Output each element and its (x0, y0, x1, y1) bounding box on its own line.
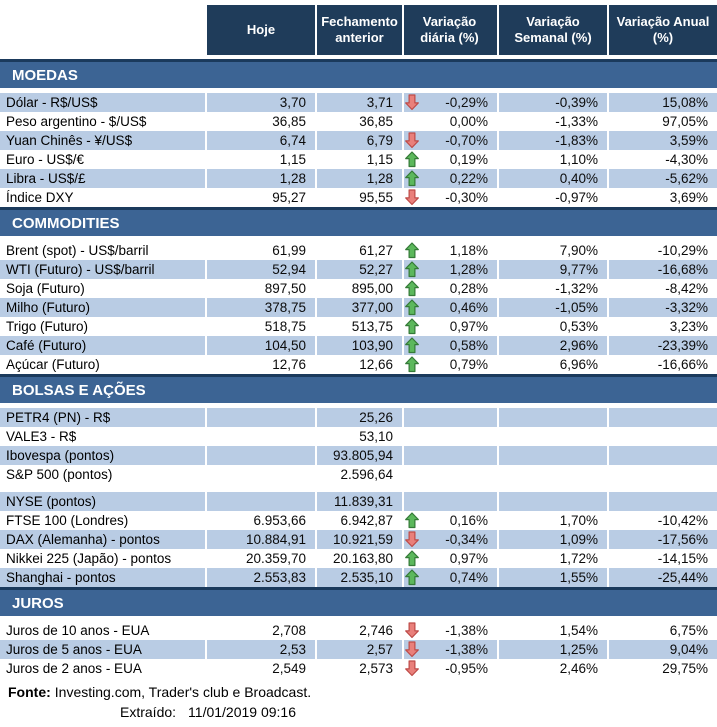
variacao-diaria-value: 0,16% (449, 513, 488, 528)
cell-variacao-anual (607, 408, 717, 427)
cell-label: Trigo (Futuro) (6, 319, 89, 334)
table-row (0, 408, 717, 427)
table-row (0, 317, 717, 336)
table-row (0, 492, 717, 511)
cell-label: Yuan Chinês - ¥/US$ (0, 131, 205, 150)
source-label: Fonte: (8, 683, 51, 700)
table-row (0, 355, 717, 374)
cell-variacao-anual (607, 446, 717, 465)
cell-variacao-diaria (402, 150, 497, 169)
cell-label: S&P 500 (pontos) (6, 467, 113, 482)
cell-fechamento-anterior: 53,10 (315, 427, 402, 446)
cell-label: Peso argentino - $/US$ (6, 114, 147, 129)
down-arrow-icon (405, 531, 419, 548)
up-arrow-icon (405, 299, 419, 316)
table-row (0, 568, 717, 587)
cell-variacao-semanal: 7,90% (497, 241, 607, 260)
cell-variacao-anual: 3,69% (607, 188, 717, 207)
cell-variacao-anual: -3,32% (607, 298, 717, 317)
cell-variacao-semanal: 2,46% (497, 659, 607, 678)
cell-hoje: 20.359,70 (205, 549, 315, 568)
cell-fechamento-anterior: 2.596,64 (315, 465, 402, 484)
cell-fechamento-anterior: 377,00 (315, 298, 402, 317)
variacao-diaria-value: 0,28% (449, 281, 488, 296)
footer (0, 681, 717, 722)
cell-variacao-anual: -5,62% (607, 169, 717, 188)
section-header-bolsas-e-a-es: BOLSAS E AÇÕES (0, 374, 717, 403)
cell-variacao-semanal: -1,32% (497, 279, 607, 298)
extracted-timestamp: 11/01/2019 09:16 (188, 704, 296, 720)
row-gap (0, 484, 717, 492)
cell-fechamento-anterior: 3,71 (315, 93, 402, 112)
variacao-diaria-value: 1,28% (449, 262, 488, 277)
variacao-diaria-value: 0,79% (449, 357, 488, 372)
cell-variacao-diaria (402, 640, 497, 659)
variacao-diaria-value: 0,74% (449, 570, 488, 585)
down-arrow (405, 94, 421, 111)
section-header-commodities: COMMODITIES (0, 207, 717, 236)
cell-variacao-semanal (497, 427, 607, 446)
cell-variacao-semanal: 1,72% (497, 549, 607, 568)
cell-variacao-anual: 15,08% (607, 93, 717, 112)
cell-hoje (205, 465, 315, 484)
cell-variacao-diaria (402, 492, 497, 511)
table-row (0, 659, 717, 678)
column-header-variacao-semanal: Variação Semanal (%) (497, 5, 607, 55)
table-row (0, 427, 717, 446)
table-row (0, 112, 717, 131)
down-arrow (405, 531, 421, 548)
table-body (0, 59, 717, 678)
cell-fechamento-anterior: 2.535,10 (315, 568, 402, 587)
cell-variacao-semanal: 1,09% (497, 530, 607, 549)
down-arrow-icon (405, 132, 419, 149)
cell-variacao-semanal: -1,33% (497, 112, 607, 131)
cell-variacao-anual: -8,42% (607, 279, 717, 298)
up-arrow (405, 318, 421, 335)
cell-fechamento-anterior: 513,75 (315, 317, 402, 336)
cell-label: Café (Futuro) (0, 336, 205, 355)
variacao-diaria-value: -0,30% (445, 190, 488, 205)
up-arrow (405, 280, 421, 297)
table-row (0, 640, 717, 659)
up-arrow-icon (405, 337, 419, 354)
cell-variacao-anual: 3,59% (607, 131, 717, 150)
variacao-diaria-value: -1,38% (445, 642, 488, 657)
cell-variacao-semanal: 1,55% (497, 568, 607, 587)
cell-hoje: 52,94 (205, 260, 315, 279)
up-arrow-icon (405, 356, 419, 373)
cell-variacao-diaria (402, 511, 497, 530)
cell-label: Nikkei 225 (Japão) - pontos (6, 551, 172, 566)
table-row (0, 511, 717, 530)
cell-variacao-semanal: 1,70% (497, 511, 607, 530)
cell-variacao-semanal: 0,53% (497, 317, 607, 336)
cell-fechamento-anterior: 12,66 (315, 355, 402, 374)
cell-variacao-diaria (402, 317, 497, 336)
cell-variacao-semanal: 1,54% (497, 621, 607, 640)
cell-fechamento-anterior: 61,27 (315, 241, 402, 260)
source-text: Investing.com, Trader's club e Broadcast. (54, 683, 312, 700)
cell-label: Juros de 10 anos - EUA (6, 623, 150, 638)
cell-hoje: 10.884,91 (205, 530, 315, 549)
down-arrow (405, 660, 421, 677)
cell-fechamento-anterior: 6,79 (315, 131, 402, 150)
cell-variacao-diaria (402, 446, 497, 465)
cell-hoje (205, 492, 315, 511)
variacao-diaria-value: -0,70% (445, 133, 488, 148)
cell-fechamento-anterior: 25,26 (315, 408, 402, 427)
cell-label: Soja (Futuro) (6, 281, 85, 296)
cell-hoje: 6.953,66 (205, 511, 315, 530)
up-arrow (405, 356, 421, 373)
cell-hoje: 1,28 (205, 169, 315, 188)
table-row (0, 446, 717, 465)
cell-variacao-anual: 97,05% (607, 112, 717, 131)
variacao-diaria-value: 0,00% (449, 114, 488, 129)
cell-variacao-anual: -4,30% (607, 150, 717, 169)
cell-variacao-anual: -25,44% (607, 568, 717, 587)
cell-variacao-semanal (497, 446, 607, 465)
cell-variacao-diaria (402, 659, 497, 678)
cell-label: WTI (Futuro) - US$/barril (0, 260, 205, 279)
cell-variacao-diaria (402, 568, 497, 587)
cell-variacao-diaria (402, 465, 497, 484)
cell-hoje: 95,27 (205, 188, 315, 207)
variacao-diaria-value: 0,97% (449, 319, 488, 334)
variacao-diaria-value: -0,95% (445, 661, 488, 676)
cell-variacao-diaria (402, 298, 497, 317)
cell-label: DAX (Alemanha) - pontos (0, 530, 205, 549)
table-header-row (0, 5, 717, 55)
variacao-diaria-value: 0,97% (449, 551, 488, 566)
cell-label: Libra - US$/£ (0, 169, 205, 188)
cell-label: VALE3 - R$ (6, 429, 77, 444)
cell-variacao-semanal: -0,39% (497, 93, 607, 112)
cell-hoje: 6,74 (205, 131, 315, 150)
up-arrow (405, 151, 421, 168)
table-row (0, 530, 717, 549)
table-row (0, 298, 717, 317)
cell-variacao-diaria (402, 169, 497, 188)
cell-variacao-diaria (402, 427, 497, 446)
cell-variacao-diaria (402, 279, 497, 298)
cell-hoje: 1,15 (205, 150, 315, 169)
down-arrow (405, 622, 421, 639)
cell-fechamento-anterior: 10.921,59 (315, 530, 402, 549)
up-arrow (405, 242, 421, 259)
section-header-juros: JUROS (0, 587, 717, 616)
down-arrow-icon (405, 189, 419, 206)
cell-label: Juros de 5 anos - EUA (0, 640, 205, 659)
cell-label: Dólar - R$/US$ (0, 93, 205, 112)
cell-fechamento-anterior: 103,90 (315, 336, 402, 355)
up-arrow (405, 299, 421, 316)
cell-variacao-anual: -16,66% (607, 355, 717, 374)
table-row (0, 150, 717, 169)
cell-variacao-semanal (497, 492, 607, 511)
cell-variacao-anual: -10,42% (607, 511, 717, 530)
cell-label: Açúcar (Futuro) (6, 357, 100, 372)
cell-fechamento-anterior: 1,28 (315, 169, 402, 188)
cell-variacao-anual: -16,68% (607, 260, 717, 279)
table-row (0, 131, 717, 150)
cell-variacao-semanal: 6,96% (497, 355, 607, 374)
cell-label: Juros de 2 anos - EUA (6, 661, 142, 676)
variacao-diaria-value: 0,46% (449, 300, 488, 315)
cell-label: Índice DXY (6, 190, 74, 205)
cell-variacao-semanal (497, 408, 607, 427)
cell-fechamento-anterior: 2,57 (315, 640, 402, 659)
up-arrow-icon (405, 170, 419, 187)
cell-fechamento-anterior: 11.839,31 (315, 492, 402, 511)
cell-variacao-semanal (497, 465, 607, 484)
cell-label: PETR4 (PN) - R$ (0, 408, 205, 427)
down-arrow-icon (405, 660, 419, 677)
up-arrow (405, 170, 421, 187)
cell-variacao-diaria (402, 188, 497, 207)
cell-variacao-anual: 3,23% (607, 317, 717, 336)
cell-fechamento-anterior: 2,573 (315, 659, 402, 678)
cell-variacao-diaria (402, 131, 497, 150)
cell-hoje: 3,70 (205, 93, 315, 112)
table-row (0, 93, 717, 112)
cell-label: FTSE 100 (Londres) (6, 513, 129, 528)
cell-variacao-anual: -10,29% (607, 241, 717, 260)
cell-variacao-diaria (402, 530, 497, 549)
down-arrow (405, 189, 421, 206)
variacao-diaria-value: -0,34% (445, 532, 488, 547)
cell-variacao-semanal: -0,97% (497, 188, 607, 207)
cell-variacao-anual (607, 492, 717, 511)
cell-variacao-anual: -17,56% (607, 530, 717, 549)
cell-variacao-anual: 9,04% (607, 640, 717, 659)
up-arrow-icon (405, 569, 419, 586)
cell-label: Euro - US$/€ (6, 152, 85, 167)
up-arrow (405, 569, 421, 586)
down-arrow-icon (405, 94, 419, 111)
variacao-diaria-value: -0,29% (445, 95, 488, 110)
cell-hoje: 518,75 (205, 317, 315, 336)
cell-variacao-anual (607, 465, 717, 484)
table-row (0, 279, 717, 298)
header-spacer (0, 5, 205, 55)
extracted-label: Extraído: (120, 704, 177, 720)
up-arrow-icon (405, 280, 419, 297)
cell-variacao-anual: 6,75% (607, 621, 717, 640)
cell-variacao-anual (607, 427, 717, 446)
cell-variacao-diaria (402, 408, 497, 427)
table-row (0, 336, 717, 355)
column-header-hoje: Hoje (205, 5, 315, 55)
table-row (0, 621, 717, 640)
up-arrow (405, 261, 421, 278)
cell-hoje: 36,85 (205, 112, 315, 131)
down-arrow-icon (405, 622, 419, 639)
column-header-fechamento-anterior: Fechamento anterior (315, 5, 402, 55)
cell-variacao-diaria (402, 549, 497, 568)
cell-label: Ibovespa (pontos) (0, 446, 205, 465)
cell-variacao-anual: -23,39% (607, 336, 717, 355)
cell-hoje: 2.553,83 (205, 568, 315, 587)
cell-fechamento-anterior: 20.163,80 (315, 549, 402, 568)
up-arrow-icon (405, 512, 419, 529)
cell-fechamento-anterior: 2,746 (315, 621, 402, 640)
cell-hoje: 104,50 (205, 336, 315, 355)
cell-variacao-anual: -14,15% (607, 549, 717, 568)
cell-variacao-diaria (402, 241, 497, 260)
cell-variacao-semanal: 1,10% (497, 150, 607, 169)
cell-fechamento-anterior: 1,15 (315, 150, 402, 169)
cell-hoje (205, 427, 315, 446)
cell-hoje: 378,75 (205, 298, 315, 317)
cell-variacao-diaria (402, 93, 497, 112)
up-arrow (405, 550, 421, 567)
cell-variacao-semanal: -1,05% (497, 298, 607, 317)
cell-variacao-semanal: 2,96% (497, 336, 607, 355)
cell-hoje: 2,708 (205, 621, 315, 640)
variacao-diaria-value: 0,58% (449, 338, 488, 353)
cell-variacao-diaria (402, 112, 497, 131)
variacao-diaria-value: -1,38% (445, 623, 488, 638)
up-arrow-icon (405, 261, 419, 278)
cell-variacao-anual: 29,75% (607, 659, 717, 678)
cell-variacao-diaria (402, 336, 497, 355)
cell-hoje: 2,53 (205, 640, 315, 659)
source-line (0, 681, 717, 702)
cell-variacao-semanal: 1,25% (497, 640, 607, 659)
cell-fechamento-anterior: 52,27 (315, 260, 402, 279)
table-row (0, 169, 717, 188)
cell-variacao-diaria (402, 355, 497, 374)
up-arrow-icon (405, 550, 419, 567)
cell-label: Shanghai - pontos (0, 568, 205, 587)
down-arrow (405, 641, 421, 658)
cell-fechamento-anterior: 6.942,87 (315, 511, 402, 530)
cell-variacao-diaria (402, 260, 497, 279)
cell-label: NYSE (pontos) (0, 492, 205, 511)
cell-variacao-semanal: 0,40% (497, 169, 607, 188)
cell-fechamento-anterior: 895,00 (315, 279, 402, 298)
up-arrow (405, 512, 421, 529)
table-row (0, 241, 717, 260)
cell-hoje (205, 408, 315, 427)
variacao-diaria-value: 0,19% (449, 152, 488, 167)
column-header-variacao-anual: Variação Anual (%) (607, 5, 717, 55)
up-arrow-icon (405, 318, 419, 335)
variacao-diaria-value: 0,22% (449, 171, 488, 186)
extracted-line (0, 702, 717, 722)
cell-hoje (205, 446, 315, 465)
table-row (0, 260, 717, 279)
section-header-moedas: MOEDAS (0, 59, 717, 88)
cell-hoje: 897,50 (205, 279, 315, 298)
up-arrow-icon (405, 242, 419, 259)
up-arrow-icon (405, 151, 419, 168)
cell-fechamento-anterior: 36,85 (315, 112, 402, 131)
down-arrow (405, 132, 421, 149)
down-arrow-icon (405, 641, 419, 658)
column-header-variacao-diaria: Variação diária (%) (402, 5, 497, 55)
cell-variacao-semanal: 9,77% (497, 260, 607, 279)
up-arrow (405, 337, 421, 354)
variacao-diaria-value: 1,18% (449, 243, 488, 258)
cell-label: Brent (spot) - US$/barril (6, 243, 149, 258)
cell-variacao-semanal: -1,83% (497, 131, 607, 150)
cell-hoje: 2,549 (205, 659, 315, 678)
cell-hoje: 12,76 (205, 355, 315, 374)
table-row (0, 188, 717, 207)
cell-fechamento-anterior: 95,55 (315, 188, 402, 207)
cell-hoje: 61,99 (205, 241, 315, 260)
cell-variacao-diaria (402, 621, 497, 640)
cell-fechamento-anterior: 93.805,94 (315, 446, 402, 465)
table-row (0, 465, 717, 484)
table-row (0, 549, 717, 568)
cell-label: Milho (Futuro) (0, 298, 205, 317)
